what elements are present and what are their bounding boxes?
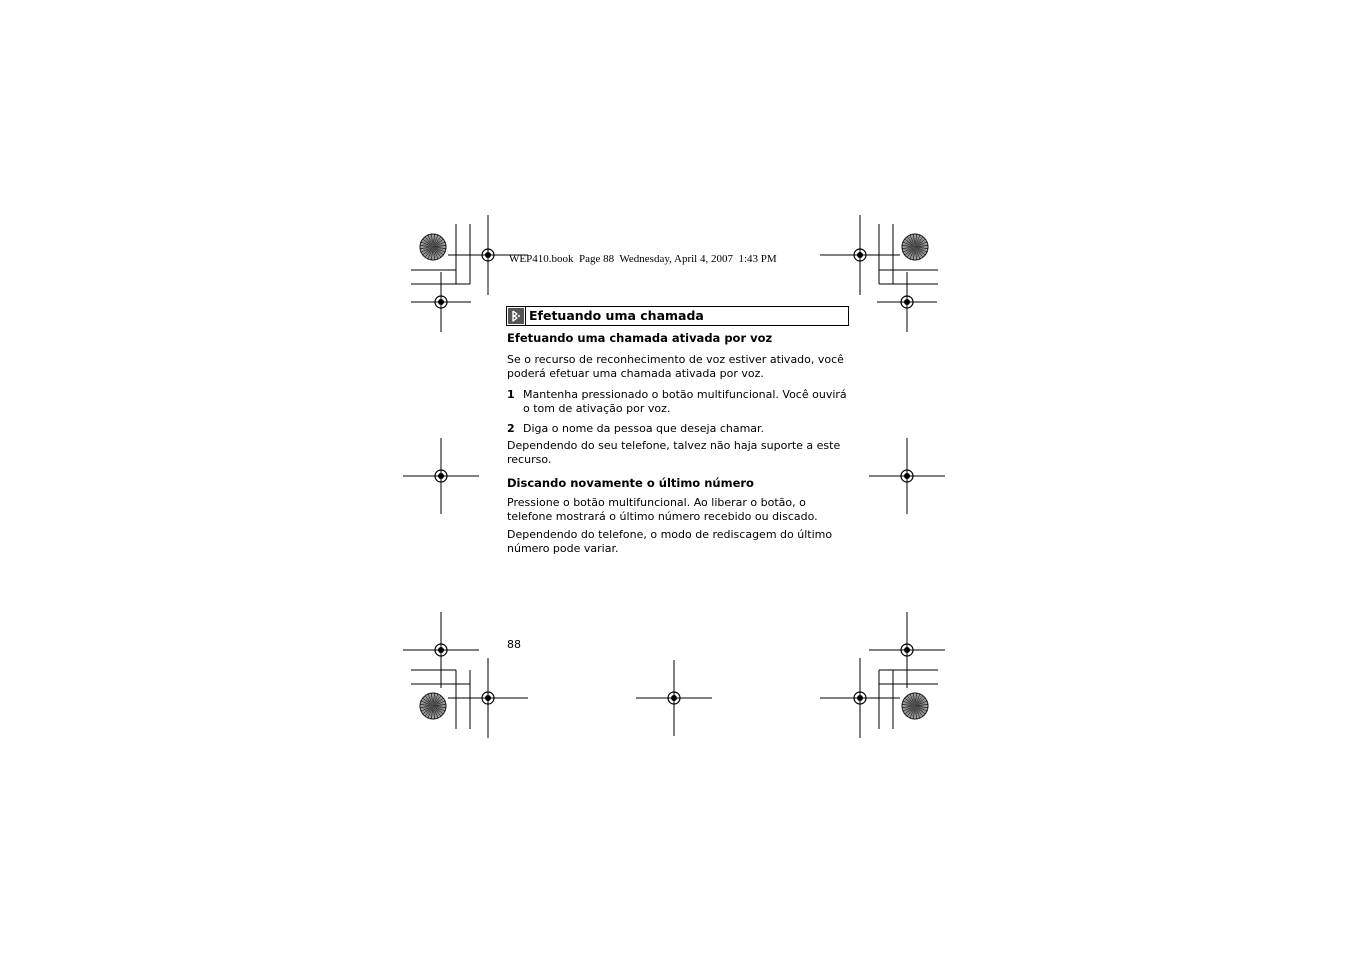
step-text: Mantenha pressionado o botão multifuncional. Você ouvirá o tom de ativação por voz. [523,388,847,415]
print-slug: WEP410.book Page 88 Wednesday, April 4, 2007 1:43 PM [509,253,777,265]
registration-starburst [902,234,928,260]
step-text: Diga o nome da pessoa que deseja chamar. [523,422,765,435]
step-number: 2 [507,422,515,435]
redial-text: Pressione o botão multifuncional. Ao liberar o botão, o telefone mostrará o último número recebido ou discado. [507,496,818,523]
section-title: Efetuando uma chamada [529,308,704,323]
step-item [507,388,852,416]
voice-call-intro: Se o recurso de reconhecimento de voz estiver ativado, você poderá efetuar uma chamada ativada por voz. [507,353,844,380]
page-content [507,331,852,556]
section-title-bar [506,306,849,326]
step-item [507,422,852,436]
registration-starburst [420,693,446,719]
heading-voice-call: Efetuando uma chamada ativada por voz [507,331,773,345]
step-number: 1 [507,388,515,401]
voice-call-note: Dependendo do seu telefone, talvez não haja suporte a este recurso. [507,439,841,466]
registration-starburst [420,234,446,260]
headset-icon [507,307,526,325]
registration-starburst [902,693,928,719]
redial-note: Dependendo do telefone, o modo de rediscagem do último número pode variar. [507,528,833,555]
heading-redial: Discando novamente o último número [507,476,754,490]
page-number: 88 [507,638,521,651]
